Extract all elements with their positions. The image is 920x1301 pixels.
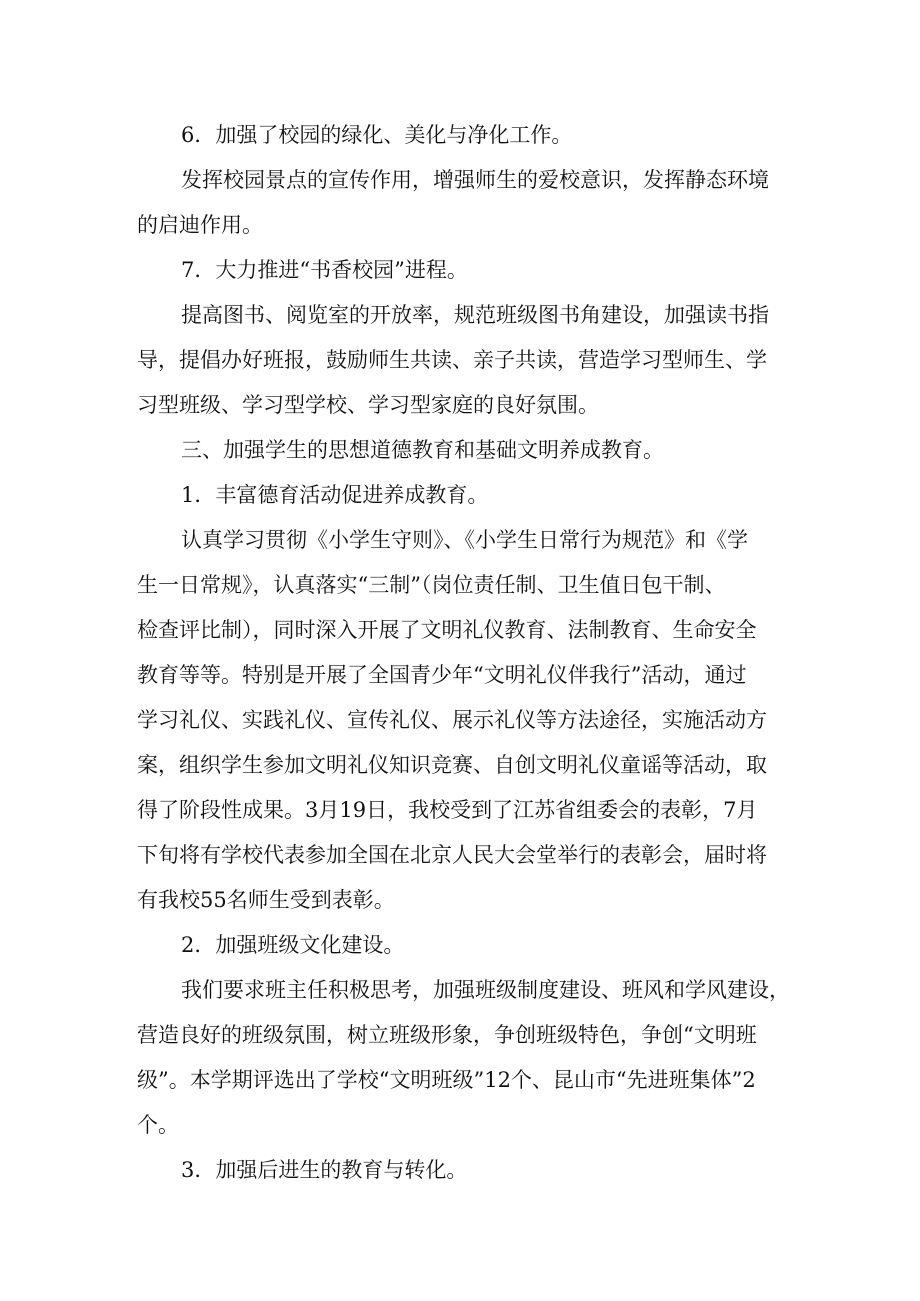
paragraph-line: 认真学习贯彻《小学生守则》、《小学生日常行为规范》和《学: [181, 528, 748, 552]
item-heading-1: 1．丰富德育活动促进养成教育。: [181, 483, 489, 507]
paragraph-line: 提高图书、阅览室的开放率，规范班级图书角建设，加强读书指: [181, 303, 769, 327]
paragraph-line: 级”。本学期评选出了学校“文明班级”12个、昆山市“先进班集体”2: [137, 1068, 756, 1092]
paragraph-line: 有我校55名师生受到表彰。: [137, 888, 395, 912]
paragraph-line: 我们要求班主任积极思考，加强班级制度建设、班风和学风建设，: [181, 978, 790, 1002]
paragraph-line: 发挥校园景点的宣传作用，增强师生的爱校意识，发挥静态环境: [181, 168, 769, 192]
item-heading-6: 6．加强了校园的绿化、美化与净化工作。: [181, 123, 573, 147]
document-body: [137, 113, 793, 1193]
paragraph-line: 检查评比制），同时深入开展了文明礼仪教育、法制教育、生命安全: [137, 618, 757, 642]
paragraph-line: 营造良好的班级氛围，树立班级形象，争创班级特色，争创“文明班: [137, 1023, 757, 1047]
paragraph-line: 导，提倡办好班报，鼓励师生共读、亲子共读，营造学习型师生、学: [137, 348, 767, 372]
item-heading-7: 7．大力推进“书香校园”进程。: [181, 258, 468, 282]
paragraph-line: 案，组织学生参加文明礼仪知识竞赛、自创文明礼仪童谣等活动，取: [137, 753, 767, 777]
item-heading-2: 2．加强班级文化建设。: [181, 933, 405, 957]
paragraph-line: 下旬将有学校代表参加全国在北京人民大会堂举行的表彰会，届时将: [137, 843, 767, 867]
paragraph-line: 教育等等。特别是开展了全国青少年“文明礼仪伴我行”活动，通过: [137, 663, 747, 687]
paragraph-line: 生一日常规》，认真落实“三制”（岗位责任制、卫生值日包干制、: [137, 573, 726, 597]
paragraph-line: 习型班级、学习型学校、学习型家庭的良好氛围。: [137, 393, 599, 417]
paragraph-line: 学习礼仪、实践礼仪、宣传礼仪、展示礼仪等方法途径，实施活动方: [137, 708, 767, 732]
paragraph-line: 的启迪作用。: [137, 213, 263, 237]
item-heading-3: 3．加强后进生的教育与转化。: [181, 1158, 468, 1182]
paragraph-line: 得了阶段性成果。3月19日，我校受到了江苏省组委会的表彰，7月: [137, 798, 758, 822]
section-heading-3: 三、加强学生的思想道德教育和基础文明养成教育。: [181, 438, 664, 462]
paragraph-line: 个。: [137, 1113, 179, 1137]
